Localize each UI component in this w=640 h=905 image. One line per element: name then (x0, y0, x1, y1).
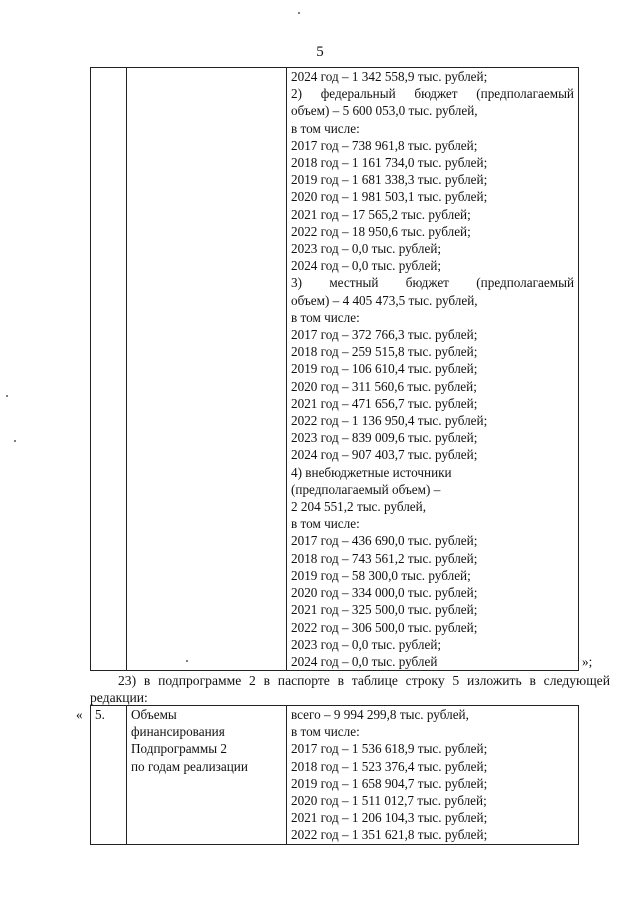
funding-line: 2020 год – 311 560,6 тыс. рублей; (291, 378, 477, 394)
funding-line: 2020 год – 334 000,0 тыс. рублей; (291, 585, 478, 601)
funding-line: 2020 год – 1 981 503,1 тыс. рублей; (291, 189, 488, 205)
funding-line: 2024 год – 0,0 тыс. рублей; (291, 258, 442, 274)
label-line: Подпрограммы 2 (131, 741, 227, 757)
closing-quote: »; (582, 654, 593, 669)
funding-line: 2017 год – 372 766,3 тыс. рублей; (291, 327, 478, 343)
funding-line: 2023 год – 0,0 тыс. рублей; (291, 636, 442, 652)
funding-line: 2018 год – 259 515,8 тыс. рублей; (291, 344, 478, 360)
funding-line: 2021 год – 17 565,2 тыс. рублей; (291, 206, 471, 222)
funding-line: 2024 год – 907 403,7 тыс. рублей; (291, 447, 478, 463)
funding-line: 2018 год – 743 561,2 тыс. рублей; (291, 550, 478, 566)
label-line: финансирования (131, 724, 225, 740)
label-line: по годам реализации (131, 758, 248, 774)
funding-line: 2024 год – 0,0 тыс. рублей (291, 653, 438, 669)
funding-line: (предполагаемый объем) – (291, 481, 441, 497)
funding-line: 2017 год – 738 961,8 тыс. рублей; (291, 137, 478, 153)
funding-line: 2021 год – 471 656,7 тыс. рублей; (291, 395, 478, 411)
value-line: 2019 год – 1 658 904,7 тыс. рублей; (291, 775, 488, 791)
value-line: 2020 год – 1 511 012,7 тыс. рублей; (291, 793, 487, 809)
label-line: Объемы (131, 707, 177, 722)
label-cell (127, 68, 287, 671)
row-number: 5. (95, 707, 105, 722)
funding-line: 2019 год – 58 300,0 тыс. рублей; (291, 567, 471, 583)
funding-line: 2022 год – 306 500,0 тыс. рублей; (291, 619, 478, 635)
funding-line: в том числе: (291, 309, 360, 325)
funding-line: объем) – 5 600 053,0 тыс. рублей, (291, 103, 478, 119)
value-line: 2021 год – 1 206 104,3 тыс. рублей; (291, 810, 488, 826)
value-line: всего – 9 994 299,8 тыс. рублей, (291, 707, 469, 722)
number-cell (91, 68, 127, 671)
scan-speck (14, 440, 16, 442)
funding-line: 2024 год – 1 342 558,9 тыс. рублей; (291, 69, 488, 84)
funding-line: 2 204 551,2 тыс. рублей, (291, 499, 427, 515)
funding-cell (287, 706, 579, 845)
scan-speck (6, 395, 8, 397)
funding-line: 2017 год – 436 690,0 тыс. рублей; (291, 533, 478, 549)
page-number: 5 (316, 44, 324, 60)
funding-line: 2) федеральный бюджет (предполагаемый (291, 86, 574, 102)
label-cell (127, 706, 287, 845)
funding-line: объем) – 4 405 473,5 тыс. рублей, (291, 292, 478, 308)
value-line: 2018 год – 1 523 376,4 тыс. рублей; (291, 758, 488, 774)
value-line: 2017 год – 1 536 618,9 тыс. рублей; (291, 741, 488, 757)
subprogram2-financing-table (90, 705, 579, 845)
funding-line: 2022 год – 1 136 950,4 тыс. рублей; (291, 413, 488, 429)
funding-line: 2023 год – 839 009,6 тыс. рублей; (291, 430, 478, 446)
funding-line: в том числе: (291, 516, 360, 532)
row-number-cell (91, 706, 127, 845)
opening-quote: « (76, 707, 83, 722)
financing-table-continued (90, 67, 579, 671)
scan-speck (298, 12, 300, 14)
funding-cell (287, 68, 579, 671)
funding-line: 2021 год – 325 500,0 тыс. рублей; (291, 602, 478, 618)
funding-line: 2023 год – 0,0 тыс. рублей; (291, 241, 442, 257)
funding-line: 2022 год – 18 950,6 тыс. рублей; (291, 223, 471, 239)
funding-line: 4) внебюджетные источники (291, 464, 452, 480)
value-line: 2022 год – 1 351 621,8 тыс. рублей; (291, 827, 488, 843)
funding-line: в том числе: (291, 120, 360, 136)
funding-line: 2018 год – 1 161 734,0 тыс. рублей; (291, 155, 488, 171)
funding-line: 2019 год – 1 681 338,3 тыс. рублей; (291, 172, 488, 188)
funding-line: 2019 год – 106 610,4 тыс. рублей; (291, 361, 478, 377)
amendment-paragraph: 23) в подпрограмме 2 в паспорте в таблице строку 5 изложить в следующей редакции: (90, 673, 610, 705)
value-line: в том числе: (291, 724, 360, 740)
funding-line: 3) местный бюджет (предполагаемый (291, 275, 574, 291)
